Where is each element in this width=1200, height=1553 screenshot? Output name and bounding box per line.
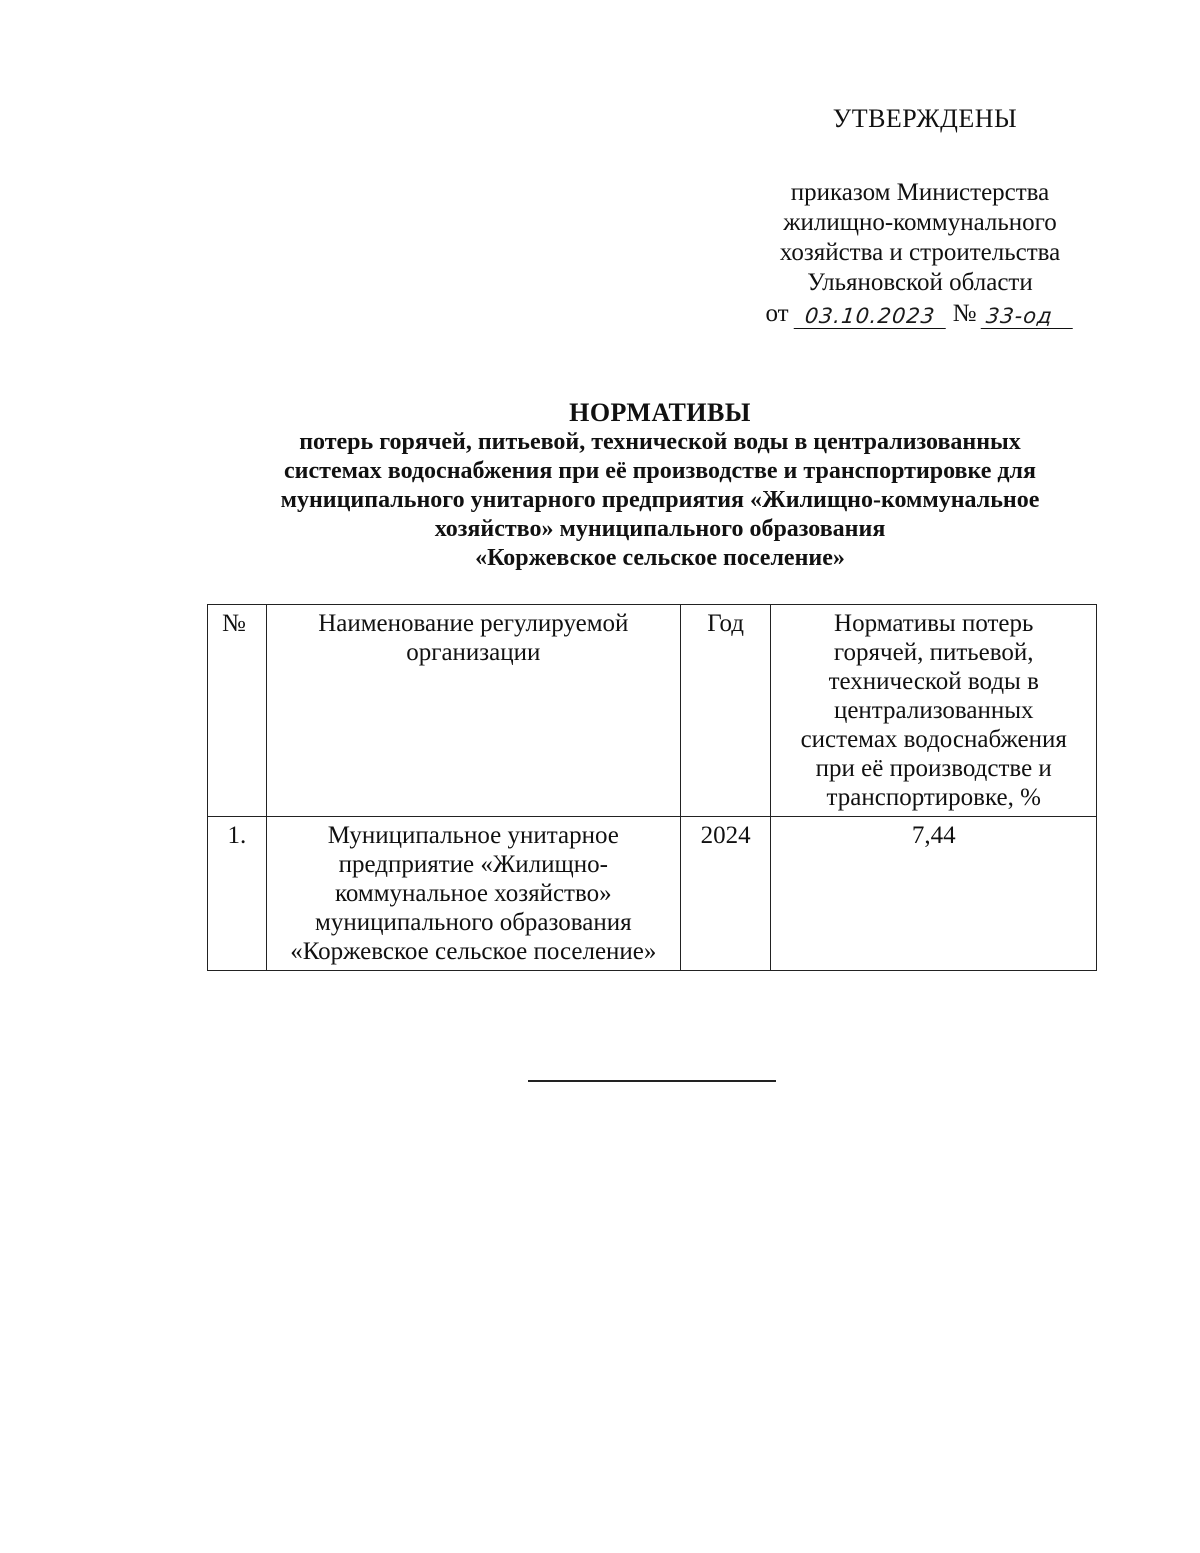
- cell-text-line: муниципального образования: [315, 909, 632, 936]
- subtitle-line: потерь горячей, питьевой, технической воды в централизованных: [299, 429, 1021, 455]
- header-year: Год: [680, 605, 771, 817]
- approved-heading: УТВЕРЖДЕНЫ: [832, 104, 1018, 133]
- cell-text-line: «Коржевское сельское поселение»: [290, 938, 657, 965]
- header-number: №: [208, 605, 267, 817]
- row-organization: [266, 817, 680, 971]
- header-organization: [266, 605, 680, 817]
- header-text-line: централизованных: [833, 697, 1034, 724]
- header-text-line: Нормативы потерь: [834, 610, 1034, 637]
- cell-text-line: Муниципальное унитарное: [327, 822, 619, 849]
- header-loss-norms: [771, 605, 1097, 817]
- document-title-block: [180, 398, 1140, 573]
- cell-text-line: предприятие «Жилищно-: [338, 851, 608, 878]
- header-text-line: Наименование регулируемой: [318, 610, 629, 637]
- subtitle-line: муниципального унитарного предприятия «Жилищно-коммунальное: [280, 487, 1040, 513]
- header-text-line: транспортировке, %: [826, 784, 1041, 811]
- document-title: НОРМАТИВЫ: [569, 398, 751, 427]
- number-sign: №: [952, 300, 977, 327]
- header-text-line: горячей, питьевой,: [833, 639, 1034, 666]
- cell-text-line: коммунальное хозяйство»: [335, 880, 612, 907]
- approval-line: приказом Министерства: [790, 179, 1050, 206]
- subtitle-line: «Коржевское сельское поселение»: [475, 545, 845, 571]
- approval-line: Ульяновской области: [807, 269, 1033, 296]
- handwritten-order-date: 03.10.2023: [793, 304, 948, 329]
- approval-line: жилищно-коммунального: [783, 209, 1057, 236]
- norms-table: [207, 604, 1097, 971]
- table-header-row: [208, 605, 1097, 817]
- order-date-number-line: [740, 299, 1100, 329]
- subtitle-line: системах водоснабжения при её производстве и транспортировке для: [284, 458, 1036, 484]
- end-divider: [528, 1080, 776, 1082]
- row-year: 2024: [680, 817, 771, 971]
- handwritten-order-number: 33-од: [981, 304, 1076, 329]
- header-text-line: организации: [406, 639, 541, 666]
- header-text-line: системах водоснабжения: [800, 726, 1067, 753]
- header-text-line: при её производстве и: [815, 755, 1052, 782]
- row-loss-norm-value: 7,44: [771, 817, 1097, 971]
- row-number: 1.: [208, 817, 267, 971]
- approval-block: [740, 104, 1100, 329]
- header-text-line: технической воды в: [828, 668, 1039, 695]
- subtitle-line: хозяйство» муниципального образования: [434, 516, 886, 542]
- table-row: [208, 817, 1097, 971]
- date-prefix: от: [765, 300, 789, 327]
- approval-line: хозяйства и строительства: [779, 239, 1061, 266]
